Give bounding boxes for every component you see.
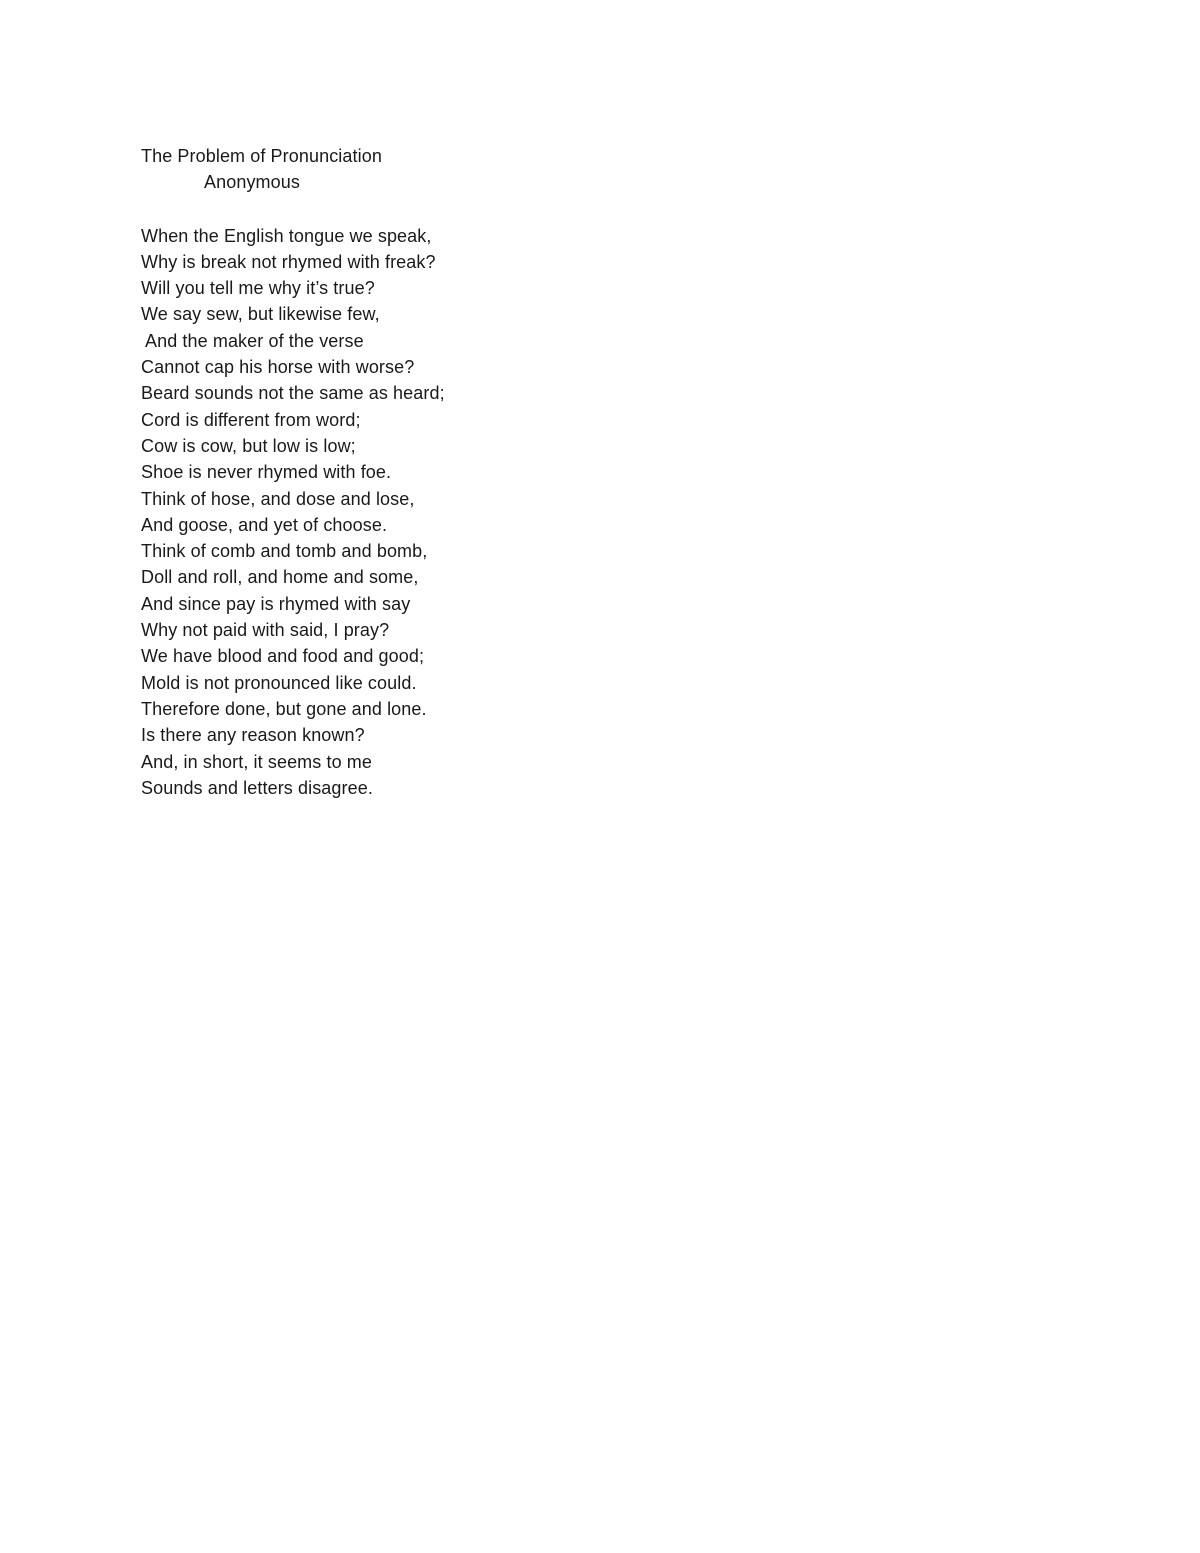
- poem-title: The Problem of Pronunciation: [141, 146, 382, 166]
- poem-line: Cannot cap his horse with worse?: [141, 357, 415, 378]
- poem-line: When the English tongue we speak,: [141, 225, 432, 246]
- poem-line: Why not paid with said, I pray?: [141, 620, 390, 641]
- poem-author: Anonymous: [204, 172, 300, 193]
- poem-line: Will you tell me why it’s true?: [141, 278, 375, 299]
- poem-line: Therefore done, but gone and lone.: [141, 698, 427, 719]
- poem-line: Is there any reason known?: [141, 725, 365, 746]
- poem-line: Shoe is never rhymed with foe.: [141, 462, 392, 483]
- poem-line: We say sew, but likewise few,: [141, 304, 380, 325]
- stanza-gap: [141, 196, 841, 223]
- poem-line: And the maker of the verse: [145, 330, 364, 351]
- poem-line: Why is break not rhymed with freak?: [141, 251, 436, 272]
- poem-line: Mold is not pronounced like could.: [141, 672, 417, 693]
- poem-line: And since pay is rhymed with say: [141, 593, 411, 614]
- poem-line: Beard sounds not the same as heard;: [141, 383, 445, 404]
- poem-line: And goose, and yet of choose.: [141, 514, 388, 535]
- poem-line: Cord is different from word;: [141, 409, 361, 430]
- poem: [141, 143, 841, 801]
- poem-line: Sounds and letters disagree.: [141, 777, 373, 798]
- poem-line: Doll and roll, and home and some,: [141, 567, 419, 588]
- poem-line: Think of hose, and dose and lose,: [141, 488, 415, 509]
- poem-line: Cow is cow, but low is low;: [141, 435, 356, 456]
- poem-line: And, in short, it seems to me: [141, 751, 372, 772]
- poem-line: Think of comb and tomb and bomb,: [141, 541, 428, 562]
- poem-line: We have blood and food and good;: [141, 646, 425, 667]
